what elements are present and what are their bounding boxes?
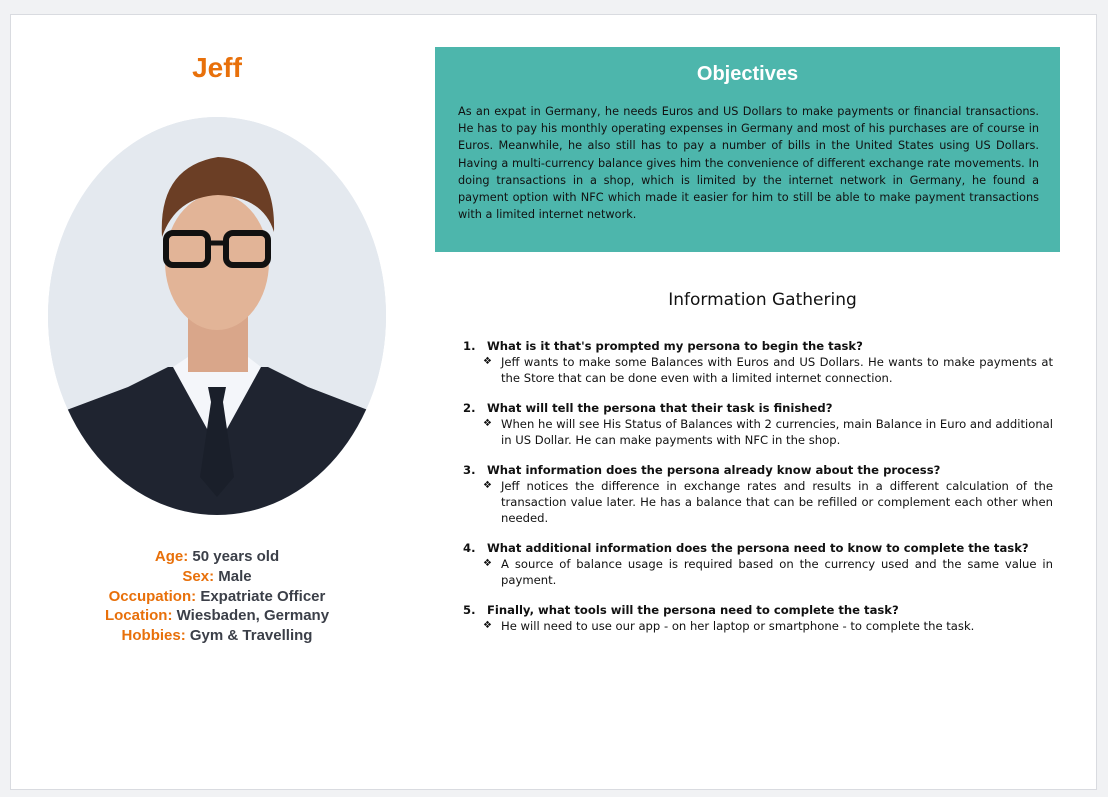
answer-text: When he will see His Status of Balances with 2 currencies, main Balance in Euro and additional in US Dollar. He can make payments with NFC in the shop. <box>501 417 1053 447</box>
answer-text: Jeff notices the difference in exchange rates and results in a different calculation of the transaction value later. He has a balance that can be refilled or complement each other when needed. <box>501 479 1053 525</box>
fact-hobbies: Hobbies: Gym & Travelling <box>121 627 313 645</box>
fact-sex: Sex: Male <box>182 567 252 585</box>
question-text: What information does the persona already know about the process? <box>487 463 941 477</box>
diamond-bullet-icon: ❖ <box>483 620 492 631</box>
question-item: 4. What additional information does the persona need to know to complete the task? ❖ A source of balance usage is required based on the currency used and the same value in payment. <box>463 541 1053 587</box>
question-item: 2. What will tell the persona that their task is finished? ❖ When he will see His Status of Balances with 2 currencies, main Balance in Euro and additional in US Dollar. He can make payments with NFC in the shop. <box>463 401 1053 447</box>
fact-occupation: Occupation: Expatriate Officer <box>108 587 326 605</box>
diamond-bullet-icon: ❖ <box>483 558 492 569</box>
question-text: What additional information does the persona need to know to complete the task? <box>487 541 1029 555</box>
question-text: What is it that's prompted my persona to begin the task? <box>487 339 863 353</box>
diamond-bullet-icon: ❖ <box>483 418 492 429</box>
persona-photo <box>48 117 386 515</box>
information-gathering-title: Information Gathering <box>668 290 857 310</box>
fact-location: Location: Wiesbaden, Germany <box>104 607 330 625</box>
answer-text: He will need to use our app - on her laptop or smartphone - to complete the task. <box>501 619 975 633</box>
answer-text: A source of balance usage is required based on the currency used and the same value in payment. <box>501 557 1053 587</box>
question-text: Finally, what tools will the persona need to complete the task? <box>487 603 899 617</box>
diamond-bullet-icon: ❖ <box>483 356 492 367</box>
question-item: 3. What information does the persona already know about the process? ❖ Jeff notices the difference in exchange rates and results in a different calculation of the transaction value later. He has a balance that can be refilled or complement each other when needed. <box>463 463 1053 525</box>
fact-age: Age: 50 years old <box>154 548 280 565</box>
question-list <box>463 338 1053 648</box>
objectives-text: As an expat in Germany, he needs Euros and US Dollars to make payments or financial transactions. He has to pay his monthly operating expenses in Germany and most of his purchases are of course in Euros. Meanwhile, he also still has to pay a number of bills in the United States using US Dollars. Having a multi-currency balance gives him the convenience of different exchange rate movements. In doing transactions in a shop, which is limited by the internet network in Germany, he found a payment option with NFC which made it easier for him to still be able to make payment transactions with a limited internet network. <box>458 105 1039 222</box>
persona-facts <box>60 547 374 646</box>
persona-name: Jeff <box>192 52 242 83</box>
diamond-bullet-icon: ❖ <box>483 480 492 491</box>
question-item: 1. What is it that's prompted my persona to begin the task? ❖ Jeff wants to make some Balances with Euros and US Dollars. He wants to make payments at the Store that can be done even with a limited internet connection. <box>463 339 1053 385</box>
objectives-panel <box>435 47 1060 252</box>
question-item: 5. Finally, what tools will the persona need to complete the task? ❖ He will need to use our app - on her laptop or smartphone - to complete the task. <box>463 603 975 633</box>
answer-text: Jeff wants to make some Balances with Euros and US Dollars. He wants to make payments at the Store that can be done even with a limited internet connection. <box>501 355 1053 385</box>
question-text: What will tell the persona that their task is finished? <box>487 401 833 415</box>
objectives-title: Objectives <box>696 63 799 85</box>
